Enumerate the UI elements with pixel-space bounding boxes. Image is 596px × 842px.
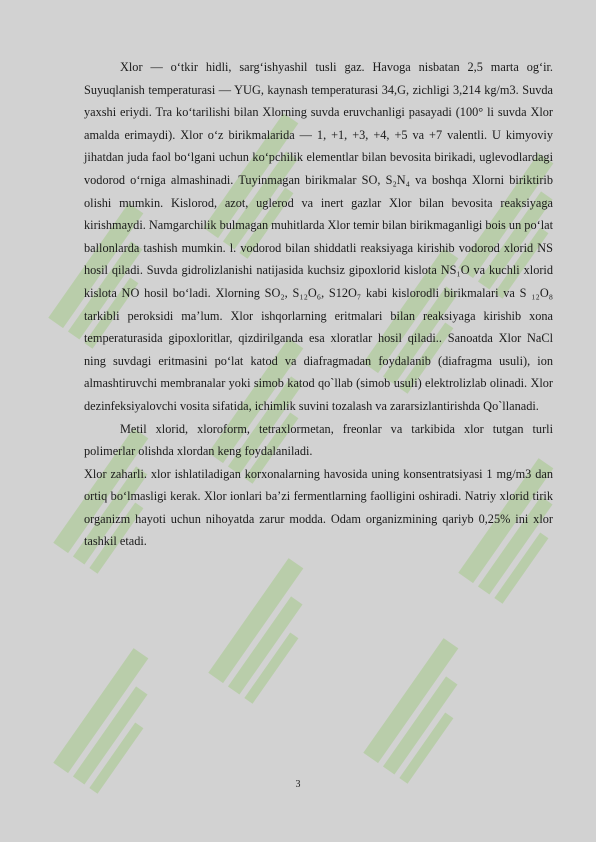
paragraph-chlorine-properties: Xlor — o‘tkir hidli, sarg‘ishyashil tusli gaz. Havoga nisbatan 2,5 marta og‘ir. Suyuqlanish temperaturasi — YUG, kaynash temperaturasi 34,G, zichligi 3,214 kg/m3. Suvda yaxshi eriydi. Tra ko‘tarilishi bilan Xlorning suvda eruvchanligi pasayadi (100° li suvda Xlor amalda erimaydi). Xlor o‘z birikmalarida — 1, +1, +3, +4, +5 va +7 valentli. U kimyoviy jihatdan juda faol bo‘lgani uchun ko‘pchilik elementlar bilan bevosita birikadi, uglevodlardagi vodorod o‘rniga almashinadi. Tuyinmagan birikmalar SO, S₂N₄ va boshqa Xlorni biriktirib olishi mumkin. Kislorod, azot, uglerod va inert gazlar Xlor bilan bevosita reaksiyaga kirishmaydi. Namgarchilik bulmagan muhitlarda Xlor temir bilan birikmaganligi bois un po‘lat ballonlarda tashish mumkin. l. vodorod bilan shiddatli reaksiyaga kirishib vodorod xlorid NS hosil qiladi. Suvda gidrolizlanishi natijasida kuchsiz gipoxlorid kislota NS₁O va kuchli xlorid kislota NO hosil bo‘ladi. Xlorning SO₂, S₁₂O₆, S12O₇ kabi kislorodli birikmalari va S ₁₂O₈ tarkibli peroksidi ma’lum. Xlor ishqorlarning eritmalari bilan reaksiyaga kirishib xona temperaturasida gipoxloritlar, qizdirilganda esa xloratlar hosil qiladi.. Sanoatda Xlor NaCl ning suvdagi eritmasini po‘lat katod va diafragmadan foydalanib (diafragma usuli), ion almashtiruvchi membranalar yoki simob katod qo`llab (simob usuli) elektrolizlab olinadi. Xlor dezinfeksiyalovchi vosita sifatida, ichimlik suvini tozalash va zararsizlantirishda Qo`llanadi. [84,60,553,413]
paragraph-chlorine-uses: Metil xlorid, xloroform, tetraxlormetan, freonlar va tarkibida xlor tutgan turli polimerlar olishda xlordan keng foydalaniladi. [84,421,553,459]
document-body [84,56,553,553]
paragraph-chlorine-toxicity: Xlor zaharli. xlor ishlatiladigan korxonalarning havosida uning konsentratsiyasi 1 mg/m3 dan ortiq bo‘lmasligi kerak. Xlor ionlari ba’zi fermentlarning faolligini oshiradi. Natriy xlorid tirik organizm hayoti uchun nihoyatda zarur modda. Odam organizmining qariyb 0,25% ini xlor tashkil etadi. [84,466,553,549]
page-number: 3 [295,779,301,790]
